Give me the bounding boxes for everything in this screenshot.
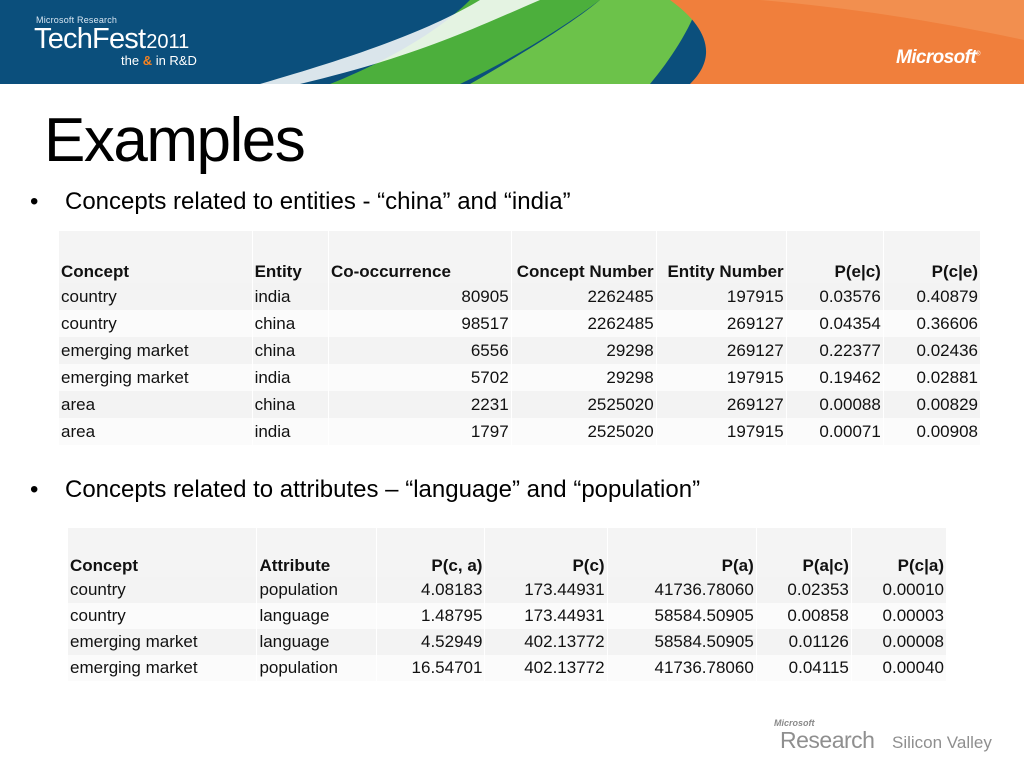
cell-attribute: population (257, 577, 376, 603)
cell-pca: 4.08183 (376, 577, 485, 603)
techfest-year: 2011 (146, 31, 190, 53)
cell-pce: 0.02436 (883, 337, 980, 364)
cell-entity: china (252, 391, 328, 418)
cell-pca: 4.52949 (376, 629, 485, 655)
cell-pc: 402.13772 (485, 629, 607, 655)
header-entity: Entity (252, 231, 328, 283)
header-pca-cond: P(c|a) (851, 528, 946, 577)
bullet-attributes-text: Concepts related to attributes – “language” and “population” (65, 476, 701, 503)
table-row (59, 337, 981, 364)
cell-pca-cond: 0.00010 (851, 577, 946, 603)
cell-entity-number: 269127 (656, 310, 786, 337)
header-concept: Concept (68, 528, 257, 577)
cell-pac: 0.01126 (756, 629, 851, 655)
cell-pce: 0.00829 (883, 391, 980, 418)
cell-pce: 0.40879 (883, 283, 980, 310)
cell-pec: 0.22377 (786, 337, 883, 364)
table-header-row (59, 231, 981, 283)
cell-pc: 402.13772 (485, 655, 607, 681)
cell-pec: 0.00088 (786, 391, 883, 418)
cell-pca-cond: 0.00008 (851, 629, 946, 655)
table-row (59, 391, 981, 418)
cell-pa: 58584.50905 (607, 603, 756, 629)
cell-entity: india (252, 283, 328, 310)
table-row (68, 603, 947, 629)
footer-microsoft-label: Microsoft (774, 718, 815, 728)
cell-concept: emerging market (68, 629, 257, 655)
cell-concept-number: 2525020 (511, 391, 656, 418)
cell-pca-cond: 0.00003 (851, 603, 946, 629)
tagline-post: in R&D (152, 53, 197, 68)
cell-concept-number: 2262485 (511, 283, 656, 310)
header-banner (0, 0, 1024, 84)
cell-concept-number: 29298 (511, 337, 656, 364)
cell-concept: emerging market (68, 655, 257, 681)
cell-pac: 0.02353 (756, 577, 851, 603)
footer-research-logo: Research (780, 727, 875, 753)
header-co-occurrence: Co-occurrence (328, 231, 511, 283)
cell-concept: country (68, 577, 257, 603)
footer-silicon-valley: Silicon Valley (892, 733, 992, 752)
bullet-entities (30, 188, 571, 216)
header-entity-number: Entity Number (656, 231, 786, 283)
cell-concept: area (59, 418, 252, 445)
cell-concept: emerging market (59, 364, 252, 391)
attributes-table (68, 528, 947, 681)
cell-concept: country (68, 603, 257, 629)
table-row (68, 577, 947, 603)
cell-entity-number: 197915 (656, 364, 786, 391)
tagline-amp: & (142, 53, 153, 68)
table-row (68, 655, 947, 681)
cell-pec: 0.00071 (786, 418, 883, 445)
cell-pce: 0.02881 (883, 364, 980, 391)
cell-co-occurrence: 2231 (328, 391, 511, 418)
cell-entity: india (252, 418, 328, 445)
table-row (59, 364, 981, 391)
techfest-tagline (121, 53, 197, 68)
cell-pca-cond: 0.00040 (851, 655, 946, 681)
entities-table (59, 231, 981, 445)
table-row (59, 310, 981, 337)
cell-entity-number: 197915 (656, 418, 786, 445)
bullet-attributes (30, 476, 700, 504)
cell-concept: country (59, 283, 252, 310)
cell-pec: 0.04354 (786, 310, 883, 337)
cell-pc: 173.44931 (485, 577, 607, 603)
header-attribute: Attribute (257, 528, 376, 577)
cell-co-occurrence: 5702 (328, 364, 511, 391)
cell-concept-number: 2525020 (511, 418, 656, 445)
cell-pa: 58584.50905 (607, 629, 756, 655)
cell-entity-number: 269127 (656, 391, 786, 418)
table-row (68, 629, 947, 655)
table-row (59, 418, 981, 445)
microsoft-logo-text: Microsoft (896, 47, 977, 68)
cell-concept-number: 2262485 (511, 310, 656, 337)
cell-concept-number: 29298 (511, 364, 656, 391)
header-pa: P(a) (607, 528, 756, 577)
bullet-entities-text: Concepts related to entities - “china” and “india” (65, 188, 571, 215)
cell-co-occurrence: 80905 (328, 283, 511, 310)
cell-pec: 0.03576 (786, 283, 883, 310)
header-pc: P(c) (485, 528, 607, 577)
cell-pce: 0.00908 (883, 418, 980, 445)
cell-pac: 0.00858 (756, 603, 851, 629)
cell-concept: emerging market (59, 337, 252, 364)
cell-pa: 41736.78060 (607, 655, 756, 681)
cell-entity: china (252, 310, 328, 337)
cell-co-occurrence: 1797 (328, 418, 511, 445)
cell-pec: 0.19462 (786, 364, 883, 391)
cell-pc: 173.44931 (485, 603, 607, 629)
cell-pac: 0.04115 (756, 655, 851, 681)
table-row (59, 283, 981, 310)
cell-pce: 0.36606 (883, 310, 980, 337)
bullet-dot: • (30, 188, 39, 215)
bullet-dot: • (30, 476, 39, 503)
cell-concept: country (59, 310, 252, 337)
cell-attribute: language (257, 629, 376, 655)
header-pec: P(e|c) (786, 231, 883, 283)
header-pac: P(a|c) (756, 528, 851, 577)
cell-pa: 41736.78060 (607, 577, 756, 603)
header-pca: P(c, a) (376, 528, 485, 577)
cell-pca: 16.54701 (376, 655, 485, 681)
ms-research-label: Microsoft Research (36, 15, 118, 25)
cell-co-occurrence: 6556 (328, 337, 511, 364)
cell-concept: area (59, 391, 252, 418)
cell-pca: 1.48795 (376, 603, 485, 629)
cell-entity-number: 197915 (656, 283, 786, 310)
table-header-row (68, 528, 947, 577)
cell-attribute: language (257, 603, 376, 629)
header-pce: P(c|e) (883, 231, 980, 283)
techfest-name: TechFest (34, 23, 146, 55)
cell-entity: india (252, 364, 328, 391)
cell-entity: china (252, 337, 328, 364)
cell-attribute: population (257, 655, 376, 681)
slide-title: Examples (44, 106, 305, 175)
cell-entity-number: 269127 (656, 337, 786, 364)
tagline-pre: the (121, 53, 143, 68)
cell-co-occurrence: 98517 (328, 310, 511, 337)
header-concept: Concept (59, 231, 252, 283)
microsoft-logo: Microsoft® (896, 47, 980, 68)
header-concept-number: Concept Number (511, 231, 656, 283)
